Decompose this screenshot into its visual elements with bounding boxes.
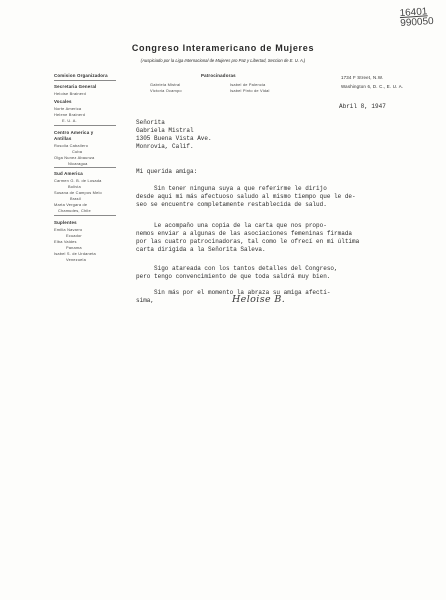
closing: Sin más por el momento la abraza su amiga afectí- sima, [136, 289, 331, 304]
letterhead-title: Congreso Interamericano de Mujeres [131, 43, 315, 53]
sidebar-entry: Venezuela [66, 257, 86, 262]
sidebar-entry: Emilia Navarro [54, 227, 83, 232]
sidebar-divider [54, 215, 116, 216]
sidebar-entry: Panama [66, 245, 82, 250]
sidebar-section-title: Vocales [54, 99, 72, 104]
sidebar-entry: Susana de Campos Melo [54, 190, 102, 195]
recipient-line: 1305 Buena Vista Ave. [136, 135, 212, 142]
recipient-line: Señorita [136, 119, 165, 126]
sidebar-entry: Norte America [54, 106, 82, 111]
sidebar-entry: Helene Brainerd [54, 112, 86, 117]
recipient-line: Gabriela Mistral [136, 127, 194, 134]
sidebar-divider [54, 125, 116, 126]
sidebar-entry: Elba Valdes [54, 239, 77, 244]
recipient-line: Monrovia, Calif. [136, 143, 194, 150]
sidebar-entry: Brasil [70, 196, 81, 201]
sidebar-entry: Heloise Brainerd [54, 91, 86, 96]
sidebar-entry: Marta Vergara de [54, 202, 88, 207]
patron-3: Victoria Ocampo [150, 88, 182, 93]
paragraph-2: Le acompaño una copia de la carta que nos propo- nemos enviar a algunas de las asociaciones femeninas firmada por las cuatro patrocinadoras, tal como le ofrecí en mi última carta dirigida a la Señorita Saleva. [136, 222, 360, 253]
sidebar-section-title: Secretaria General [54, 84, 97, 89]
sidebar-entry: Isabel S. de Urdaneta [54, 251, 96, 256]
address-line-2: Washington 6, D. C., E. U. A. [341, 84, 404, 89]
letter-date: Abril 8, 1947 [339, 103, 386, 110]
paragraph-1: Sin tener ninguna suya a que referirme le dirijo desde aquí mi más afectuoso saludo al mismo tiempo que le de- seo se encuentre completamente restablecida de salud. [136, 185, 356, 208]
sidebar-entry: Cuba [72, 149, 83, 154]
sidebar-section-title: Centro America y Antillas [54, 130, 94, 141]
signature: Heloise B. [232, 294, 286, 305]
letterhead-subtitle: (Auspiciado por la Liga Internacional de Mujeres pro Paz y Libertad, Seccion de E. U. A.) [140, 58, 306, 63]
sidebar-entry: Ecuador [66, 233, 82, 238]
stamp-line-1: 16401 [399, 6, 428, 20]
patron-1: Gabriela Mistral [150, 82, 181, 87]
sidebar-entry: Chamudes, Chile [58, 208, 91, 213]
sidebar-entry: Carmen G. B. de Losada [54, 178, 102, 183]
sidebar-divider [54, 80, 116, 81]
sidebar-entry: Olga Nunez Abaunza [54, 155, 95, 160]
sidebar-section-title: Sud America [54, 171, 83, 176]
sidebar-divider [54, 167, 116, 168]
sidebar-entry: E. U. A. [62, 118, 77, 123]
patron-2: Isabel de Palencia [230, 82, 266, 87]
sidebar-entry: Bolivia [68, 184, 81, 189]
sidebar-section-title: Suplentes [54, 220, 77, 225]
sidebar-heading: Comision Organizadora [54, 73, 108, 78]
salutation: Mi querida amiga: [136, 168, 198, 175]
stamp-line-2: 990050 [399, 15, 435, 30]
patrons-heading: Patrocinadoras [201, 73, 236, 78]
sidebar-entry: Rosolia Caballero [54, 143, 89, 148]
address-line-1: 1734 F Street, N.W. [341, 75, 384, 80]
patron-4: Isabel Pinto de Vidal [230, 88, 270, 93]
archive-stamp [399, 7, 434, 29]
sidebar-entry: Nicaragua [68, 161, 88, 166]
paragraph-3: Sigo atareada con los tantos detalles del Congreso, pero tengo convencimiento de que toda saldrá muy bien. [136, 265, 338, 280]
